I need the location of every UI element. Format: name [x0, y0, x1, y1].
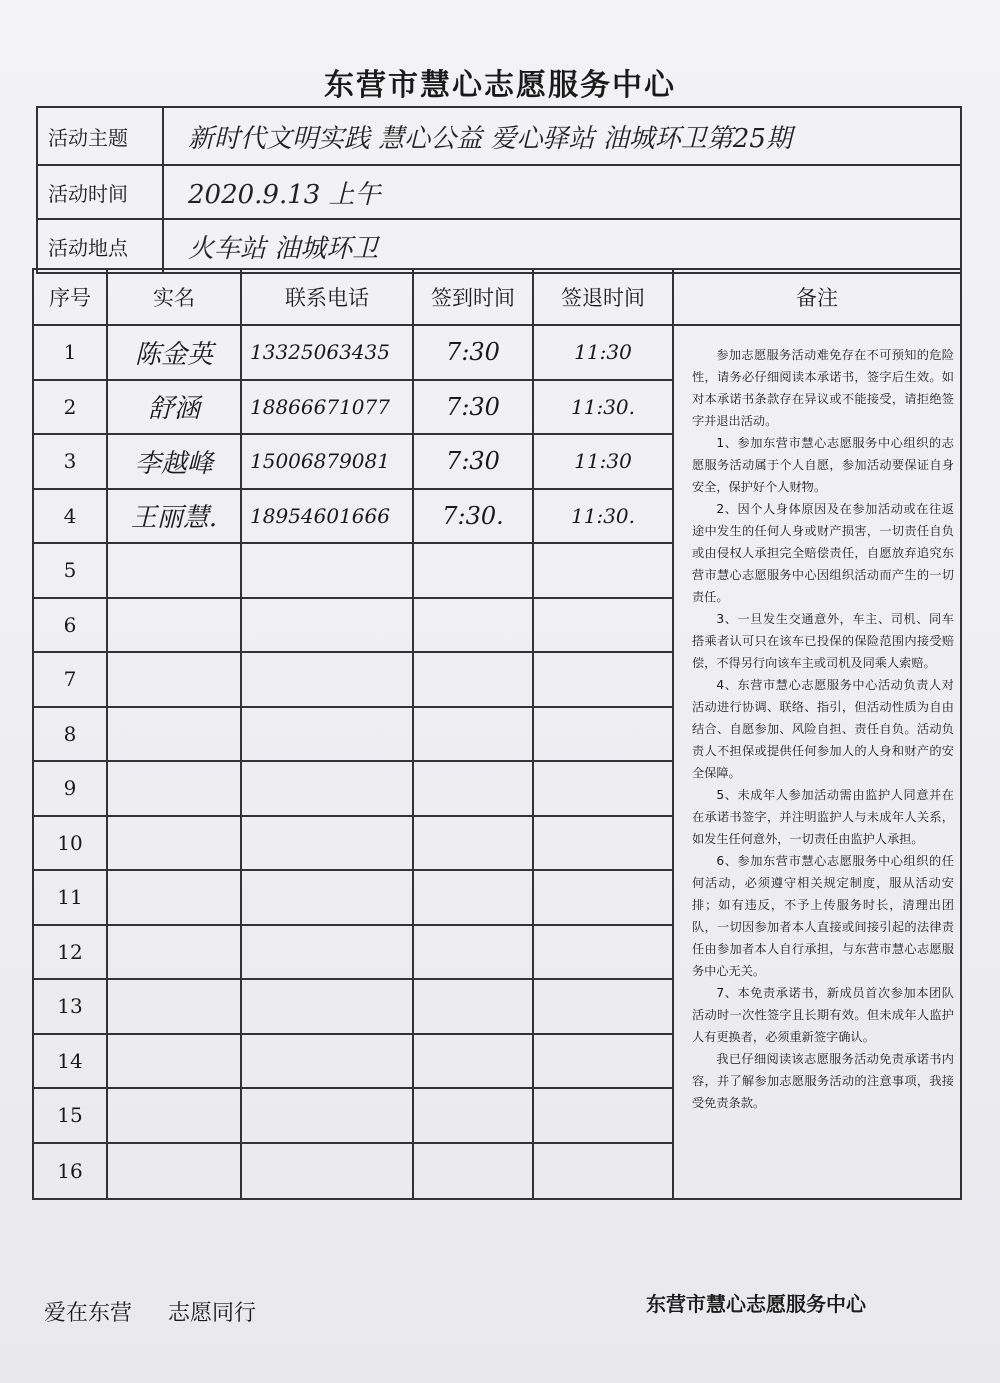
- table-row: [34, 544, 674, 599]
- footer-org: 东营市慧心志愿服务中心: [646, 1292, 866, 1316]
- row-checkout: [534, 1144, 674, 1199]
- activity-info-form: [36, 106, 962, 274]
- slogan-part-2: 志愿同行: [168, 1301, 257, 1326]
- theme-value: 新时代文明实践 慧心公益 爱心驿站 油城环卫第25期: [188, 123, 792, 154]
- row-phone: [242, 544, 414, 597]
- row-phone: [242, 762, 414, 815]
- row-name: 陈金英: [108, 326, 242, 379]
- table-row: [34, 1035, 674, 1090]
- row-number: 16: [34, 1144, 108, 1199]
- row-phone: [242, 708, 414, 761]
- row-checkin: [414, 544, 534, 597]
- table-row: [34, 435, 674, 490]
- row-name: [108, 1035, 242, 1088]
- place-row: [38, 220, 960, 274]
- note-paragraph: 我已仔细阅读该志愿服务活动免责承诺书内容，并了解参加志愿服务活动的注意事项，我接受免责条款。: [692, 1052, 954, 1110]
- note-paragraph: 5、未成年人参加活动需由监护人同意并在在承诺书签字，并注明监护人与未成年人关系，如发生任何意外，一切责任由监护人承担。: [692, 788, 954, 846]
- table-row: [34, 326, 674, 381]
- row-checkin: 7:30: [414, 326, 534, 379]
- row-name: [108, 871, 242, 924]
- row-name: [108, 926, 242, 979]
- row-number: 14: [34, 1035, 108, 1088]
- row-name: [108, 1144, 242, 1199]
- row-number: 5: [34, 544, 108, 597]
- row-number: 3: [34, 435, 108, 488]
- table-row: [34, 381, 674, 436]
- table-row: [34, 1089, 674, 1144]
- note-paragraph: 4、东营市慧心志愿服务中心活动负责人对活动进行协调、联络、指引，但活动性质为自由结合、自愿参加、风险自担、责任自负。活动负责人不担保或提供任何参加人的人身和财产的安全保障。: [692, 678, 954, 780]
- note-paragraph: 3、一旦发生交通意外，车主、司机、同车搭乘者认可只在该车已投保的保险范围内接受赔偿，不得另行向该车主或司机及同乘人索赔。: [692, 612, 954, 670]
- row-number: 15: [34, 1089, 108, 1142]
- table-header: [34, 270, 960, 326]
- row-checkout: [534, 871, 674, 924]
- row-number: 7: [34, 653, 108, 706]
- row-checkin: 7:30: [414, 381, 534, 434]
- row-checkin: [414, 926, 534, 979]
- row-checkout: 11:30: [534, 326, 674, 379]
- row-name: [108, 653, 242, 706]
- row-checkin: [414, 817, 534, 870]
- header-checkin: 签到时间: [414, 270, 534, 324]
- row-checkin: [414, 708, 534, 761]
- note-paragraph: 1、参加东营市慧心志愿服务中心组织的志愿服务活动属于个人自愿，参加活动要保证自身安全，保护好个人财物。: [692, 436, 954, 494]
- row-name: [108, 817, 242, 870]
- note-paragraph: 7、本免责承诺书，新成员首次参加本团队活动时一次性签字且长期有效。但未成年人监护人有更换者，必须重新签字确认。: [692, 986, 954, 1044]
- row-checkout: 11:30: [534, 435, 674, 488]
- place-value: 火车站 油城环卫: [188, 233, 379, 264]
- row-phone: [242, 817, 414, 870]
- row-checkout: [534, 1035, 674, 1088]
- row-phone: [242, 926, 414, 979]
- table-row: [34, 653, 674, 708]
- row-name: [108, 980, 242, 1033]
- row-name: 舒涵: [108, 381, 242, 434]
- row-name: [108, 544, 242, 597]
- signin-table: [32, 268, 962, 1200]
- row-checkin: [414, 653, 534, 706]
- document-title: 东营市慧心志愿服务中心: [324, 68, 676, 103]
- table-row: [34, 926, 674, 981]
- table-row: [34, 980, 674, 1035]
- row-phone: 18954601666: [242, 490, 414, 543]
- table-row: [34, 708, 674, 763]
- row-checkin: [414, 1035, 534, 1088]
- row-number: 2: [34, 381, 108, 434]
- header-note: 备注: [796, 286, 838, 310]
- row-checkout: [534, 926, 674, 979]
- row-name: [108, 1089, 242, 1142]
- row-phone: 18866671077: [242, 381, 414, 434]
- row-phone: 15006879081: [242, 435, 414, 488]
- row-phone: [242, 1144, 414, 1199]
- row-checkout: [534, 653, 674, 706]
- row-checkin: [414, 1089, 534, 1142]
- row-name: [108, 708, 242, 761]
- row-number: 12: [34, 926, 108, 979]
- row-number: 11: [34, 871, 108, 924]
- table-rows: [34, 326, 674, 1198]
- row-phone: [242, 980, 414, 1033]
- disclaimer-note: [674, 326, 960, 1198]
- time-label: 活动时间: [38, 166, 164, 218]
- row-number: 10: [34, 817, 108, 870]
- header-phone: 联系电话: [242, 270, 414, 324]
- header-no: 序号: [34, 270, 108, 324]
- row-phone: [242, 1035, 414, 1088]
- row-number: 9: [34, 762, 108, 815]
- row-phone: 13325063435: [242, 326, 414, 379]
- row-name: [108, 762, 242, 815]
- table-row: [34, 1144, 674, 1199]
- slogan-part-1: 爱在东营: [44, 1301, 133, 1326]
- header-checkout: 签退时间: [534, 270, 674, 324]
- row-checkin: [414, 980, 534, 1033]
- row-number: 1: [34, 326, 108, 379]
- row-name: 王丽慧.: [108, 490, 242, 543]
- row-phone: [242, 599, 414, 652]
- row-checkout: [534, 599, 674, 652]
- row-phone: [242, 653, 414, 706]
- row-checkin: 7:30.: [414, 490, 534, 543]
- row-number: 4: [34, 490, 108, 543]
- row-checkout: [534, 980, 674, 1033]
- row-name: [108, 599, 242, 652]
- time-value: 2020.9.13 上午: [188, 179, 381, 210]
- row-checkout: [534, 817, 674, 870]
- footer-slogan: [44, 1296, 256, 1327]
- row-name: 李越峰: [108, 435, 242, 488]
- theme-row: [38, 108, 960, 166]
- note-paragraph: 参加志愿服务活动难免存在不可预知的危险性，请务必仔细阅读本承诺书，签字后生效。如对本承诺书条款存在异议或不能接受，请拒绝签字并退出活动。: [692, 348, 954, 428]
- table-row: [34, 762, 674, 817]
- row-number: 6: [34, 599, 108, 652]
- row-number: 8: [34, 708, 108, 761]
- row-checkin: [414, 1144, 534, 1199]
- place-label: 活动地点: [38, 220, 164, 272]
- table-row: [34, 490, 674, 545]
- row-checkout: [534, 1089, 674, 1142]
- row-checkin: [414, 762, 534, 815]
- row-checkout: 11:30.: [534, 381, 674, 434]
- row-number: 13: [34, 980, 108, 1033]
- table-row: [34, 871, 674, 926]
- table-row: [34, 817, 674, 872]
- row-checkin: [414, 599, 534, 652]
- theme-label: 活动主题: [38, 108, 164, 164]
- row-checkout: [534, 762, 674, 815]
- note-paragraph: 2、因个人身体原因及在参加活动或在往返途中发生的任何人身或财产损害，一切责任自负或由侵权人承担完全赔偿责任，自愿放弃追究东营市慧心志愿服务中心因组织活动而产生的一切责任。: [692, 502, 954, 604]
- row-checkout: 11:30.: [534, 490, 674, 543]
- row-checkin: 7:30: [414, 435, 534, 488]
- row-phone: [242, 1089, 414, 1142]
- time-row: [38, 166, 960, 220]
- row-checkin: [414, 871, 534, 924]
- row-checkout: [534, 708, 674, 761]
- note-paragraph: 6、参加东营市慧心志愿服务中心组织的任何活动，必须遵守相关规定制度，服从活动安排；如有违反，不予上传服务时长，清理出团队，一切因参加者本人直接或间接引起的法律责任由参加者本人自行承担，与东营市慧心志愿服务中心无关。: [692, 854, 954, 978]
- row-phone: [242, 871, 414, 924]
- row-checkout: [534, 544, 674, 597]
- table-row: [34, 599, 674, 654]
- table-body: [34, 326, 960, 1198]
- header-name: 实名: [108, 270, 242, 324]
